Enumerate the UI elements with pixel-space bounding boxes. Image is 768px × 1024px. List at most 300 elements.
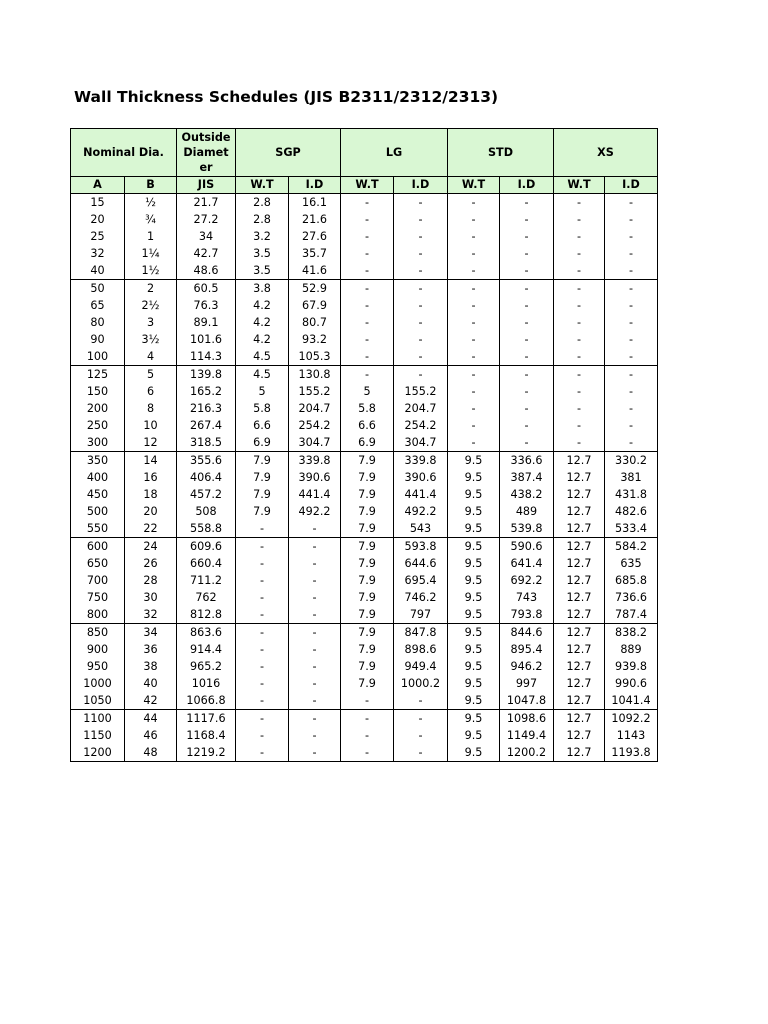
table-cell: 2.8 xyxy=(236,211,289,228)
table-cell: - xyxy=(605,297,658,314)
table-cell: - xyxy=(236,555,289,572)
table-cell: - xyxy=(554,262,605,280)
table-cell: 101.6 xyxy=(177,331,236,348)
table-cell: 34 xyxy=(125,624,177,642)
table-cell: 155.2 xyxy=(289,383,341,400)
table-cell: 6.6 xyxy=(341,417,394,434)
column-header: W.T xyxy=(341,177,394,194)
table-cell: 21.6 xyxy=(289,211,341,228)
table-cell: 743 xyxy=(500,589,554,606)
table-cell: 21.7 xyxy=(177,194,236,212)
table-row xyxy=(71,211,658,228)
table-cell: - xyxy=(394,194,448,212)
table-row xyxy=(71,538,658,556)
table-cell: 100 xyxy=(71,348,125,366)
table-cell: - xyxy=(500,400,554,417)
table-cell: 762 xyxy=(177,589,236,606)
table-cell: 914.4 xyxy=(177,641,236,658)
table-cell: 898.6 xyxy=(394,641,448,658)
table-cell: 9.5 xyxy=(448,675,500,692)
table-cell: 9.5 xyxy=(448,555,500,572)
table-cell: 1168.4 xyxy=(177,727,236,744)
table-cell: 9.5 xyxy=(448,486,500,503)
column-header: W.T xyxy=(448,177,500,194)
table-cell: 150 xyxy=(71,383,125,400)
table-cell: 9.5 xyxy=(448,538,500,556)
table-cell: 34 xyxy=(177,228,236,245)
table-cell: 1193.8 xyxy=(605,744,658,762)
table-cell: - xyxy=(448,228,500,245)
table-cell: 500 xyxy=(71,503,125,520)
table-cell: 254.2 xyxy=(394,417,448,434)
table-cell: 1066.8 xyxy=(177,692,236,710)
table-cell: 3.8 xyxy=(236,280,289,298)
table-cell: 267.4 xyxy=(177,417,236,434)
table-cell: - xyxy=(500,331,554,348)
table-cell: 9.5 xyxy=(448,744,500,762)
table-cell: 36 xyxy=(125,641,177,658)
table-cell: 9.5 xyxy=(448,624,500,642)
table-cell: 80 xyxy=(71,314,125,331)
table-cell: 250 xyxy=(71,417,125,434)
table-cell: 1047.8 xyxy=(500,692,554,710)
table-cell: 9.5 xyxy=(448,606,500,624)
table-cell: 895.4 xyxy=(500,641,554,658)
table-cell: - xyxy=(605,434,658,452)
table-cell: - xyxy=(236,538,289,556)
table-cell: - xyxy=(554,228,605,245)
table-cell: ½ xyxy=(125,194,177,212)
table-cell: - xyxy=(236,675,289,692)
table-cell: 7.9 xyxy=(341,606,394,624)
table-cell: 1098.6 xyxy=(500,710,554,728)
table-cell: 543 xyxy=(394,520,448,538)
table-cell: - xyxy=(341,194,394,212)
table-cell: 949.4 xyxy=(394,658,448,675)
table-cell: - xyxy=(289,624,341,642)
column-header: A xyxy=(71,177,125,194)
table-cell: - xyxy=(554,400,605,417)
table-cell: 48 xyxy=(125,744,177,762)
table-cell: 32 xyxy=(125,606,177,624)
table-cell: 3.2 xyxy=(236,228,289,245)
table-cell: 40 xyxy=(125,675,177,692)
table-row xyxy=(71,331,658,348)
table-cell: 650 xyxy=(71,555,125,572)
table-cell: 438.2 xyxy=(500,486,554,503)
table-cell: 125 xyxy=(71,366,125,384)
table-cell: 7.9 xyxy=(341,572,394,589)
table-cell: - xyxy=(236,727,289,744)
table-cell: - xyxy=(605,314,658,331)
column-header: B xyxy=(125,177,177,194)
table-cell: 12.7 xyxy=(554,675,605,692)
table-cell: 5.8 xyxy=(236,400,289,417)
table-cell: 685.8 xyxy=(605,572,658,589)
table-cell: 7.9 xyxy=(341,675,394,692)
table-row xyxy=(71,658,658,675)
table-cell: 20 xyxy=(125,503,177,520)
table-cell: 80.7 xyxy=(289,314,341,331)
table-cell: 40 xyxy=(71,262,125,280)
table-cell: - xyxy=(341,245,394,262)
table-cell: 7.9 xyxy=(341,555,394,572)
table-row xyxy=(71,400,658,417)
table-cell: 4.2 xyxy=(236,314,289,331)
table-cell: - xyxy=(236,624,289,642)
column-header: I.D xyxy=(289,177,341,194)
table-cell: 339.8 xyxy=(394,452,448,470)
table-body xyxy=(71,194,658,762)
table-cell: - xyxy=(605,194,658,212)
table-cell: 2½ xyxy=(125,297,177,314)
table-cell: - xyxy=(394,727,448,744)
table-row xyxy=(71,641,658,658)
table-cell: - xyxy=(394,211,448,228)
table-cell: 1219.2 xyxy=(177,744,236,762)
table-cell: - xyxy=(554,194,605,212)
table-row xyxy=(71,469,658,486)
table-cell: 12.7 xyxy=(554,589,605,606)
table-cell: 946.2 xyxy=(500,658,554,675)
table-row xyxy=(71,624,658,642)
table-cell: 12.7 xyxy=(554,572,605,589)
table-cell: - xyxy=(448,297,500,314)
table-cell: 844.6 xyxy=(500,624,554,642)
table-cell: 387.4 xyxy=(500,469,554,486)
table-cell: 12.7 xyxy=(554,469,605,486)
table-cell: 441.4 xyxy=(394,486,448,503)
table-cell: 1149.4 xyxy=(500,727,554,744)
table-cell: 863.6 xyxy=(177,624,236,642)
table-cell: 550 xyxy=(71,520,125,538)
table-cell: - xyxy=(448,211,500,228)
table-cell: - xyxy=(605,211,658,228)
table-cell: 700 xyxy=(71,572,125,589)
table-cell: 660.4 xyxy=(177,555,236,572)
table-row xyxy=(71,228,658,245)
table-cell: 4.5 xyxy=(236,366,289,384)
table-cell: - xyxy=(394,262,448,280)
table-cell: 44 xyxy=(125,710,177,728)
table-cell: 114.3 xyxy=(177,348,236,366)
table-cell: 12.7 xyxy=(554,555,605,572)
table-cell: 7.9 xyxy=(341,538,394,556)
table-cell: 76.3 xyxy=(177,297,236,314)
table-row xyxy=(71,710,658,728)
table-cell: - xyxy=(500,194,554,212)
table-cell: 22 xyxy=(125,520,177,538)
table-cell: 457.2 xyxy=(177,486,236,503)
table-cell: 10 xyxy=(125,417,177,434)
table-cell: - xyxy=(289,606,341,624)
table-cell: - xyxy=(500,366,554,384)
table-cell: 216.3 xyxy=(177,400,236,417)
table-cell: 7.9 xyxy=(236,452,289,470)
table-cell: - xyxy=(500,417,554,434)
table-cell: 7.9 xyxy=(236,503,289,520)
header-nominal-dia: Nominal Dia. xyxy=(71,129,177,177)
table-cell: 254.2 xyxy=(289,417,341,434)
table-cell: 90 xyxy=(71,331,125,348)
table-row xyxy=(71,297,658,314)
table-cell: - xyxy=(500,245,554,262)
table-cell: 1150 xyxy=(71,727,125,744)
table-cell: - xyxy=(289,658,341,675)
table-row xyxy=(71,245,658,262)
table-cell: 4 xyxy=(125,348,177,366)
table-cell: - xyxy=(289,692,341,710)
table-cell: 35.7 xyxy=(289,245,341,262)
table-cell: - xyxy=(448,434,500,452)
table-cell: - xyxy=(605,417,658,434)
table-cell: - xyxy=(448,366,500,384)
table-cell: 641.4 xyxy=(500,555,554,572)
table-cell: 9.5 xyxy=(448,589,500,606)
table-cell: - xyxy=(341,211,394,228)
table-cell: 5.8 xyxy=(341,400,394,417)
table-cell: 4.5 xyxy=(236,348,289,366)
table-cell: - xyxy=(341,297,394,314)
table-cell: 38 xyxy=(125,658,177,675)
table-cell: 50 xyxy=(71,280,125,298)
table-cell: - xyxy=(289,641,341,658)
table-cell: 5 xyxy=(341,383,394,400)
table-cell: 12.7 xyxy=(554,710,605,728)
table-cell: 339.8 xyxy=(289,452,341,470)
table-row xyxy=(71,675,658,692)
table-row xyxy=(71,452,658,470)
table-cell: - xyxy=(448,383,500,400)
table-cell: 7.9 xyxy=(341,589,394,606)
table-cell: 1117.6 xyxy=(177,710,236,728)
table-cell: 3.5 xyxy=(236,262,289,280)
table-cell: 12.7 xyxy=(554,606,605,624)
table-cell: 850 xyxy=(71,624,125,642)
table-cell: 9.5 xyxy=(448,469,500,486)
table-cell: 3½ xyxy=(125,331,177,348)
table-cell: - xyxy=(341,280,394,298)
table-cell: - xyxy=(289,555,341,572)
table-cell: - xyxy=(554,314,605,331)
table-cell: 838.2 xyxy=(605,624,658,642)
table-row xyxy=(71,555,658,572)
table-cell: - xyxy=(394,280,448,298)
table-cell: 787.4 xyxy=(605,606,658,624)
table-cell: - xyxy=(500,297,554,314)
table-cell: 200 xyxy=(71,400,125,417)
table-cell: - xyxy=(394,314,448,331)
table-cell: 12.7 xyxy=(554,641,605,658)
table-cell: - xyxy=(500,383,554,400)
table-cell: - xyxy=(605,262,658,280)
table-cell: - xyxy=(500,280,554,298)
table-row xyxy=(71,348,658,366)
table-cell: - xyxy=(341,262,394,280)
table-cell: 390.6 xyxy=(289,469,341,486)
table-cell: - xyxy=(289,727,341,744)
table-cell: - xyxy=(448,262,500,280)
table-cell: 7.9 xyxy=(341,624,394,642)
table-cell: 350 xyxy=(71,452,125,470)
table-cell: 7.9 xyxy=(236,486,289,503)
table-cell: 9.5 xyxy=(448,503,500,520)
table-cell: 5 xyxy=(236,383,289,400)
column-header: JIS xyxy=(177,177,236,194)
table-cell: 12.7 xyxy=(554,503,605,520)
table-cell: 793.8 xyxy=(500,606,554,624)
table-cell: 7.9 xyxy=(341,452,394,470)
table-cell: 558.8 xyxy=(177,520,236,538)
table-cell: - xyxy=(394,228,448,245)
table-cell: 736.6 xyxy=(605,589,658,606)
table-cell: - xyxy=(341,727,394,744)
table-cell: 406.4 xyxy=(177,469,236,486)
table-cell: - xyxy=(394,245,448,262)
table-cell: 165.2 xyxy=(177,383,236,400)
table-cell: 12.7 xyxy=(554,538,605,556)
table-row xyxy=(71,434,658,452)
table-cell: 390.6 xyxy=(394,469,448,486)
table-cell: - xyxy=(448,194,500,212)
table-cell: 12.7 xyxy=(554,727,605,744)
table-cell: 400 xyxy=(71,469,125,486)
table-cell: 9.5 xyxy=(448,572,500,589)
table-cell: 46 xyxy=(125,727,177,744)
table-cell: 1¼ xyxy=(125,245,177,262)
table-cell: - xyxy=(554,280,605,298)
table-cell: - xyxy=(341,366,394,384)
wall-thickness-table xyxy=(70,128,658,762)
table-cell: 590.6 xyxy=(500,538,554,556)
column-header: W.T xyxy=(554,177,605,194)
table-cell: 318.5 xyxy=(177,434,236,452)
table-cell: - xyxy=(554,331,605,348)
table-cell: - xyxy=(341,710,394,728)
table-cell: 12.7 xyxy=(554,486,605,503)
table-cell: - xyxy=(605,348,658,366)
table-cell: 2 xyxy=(125,280,177,298)
table-cell: 508 xyxy=(177,503,236,520)
table-cell: 93.2 xyxy=(289,331,341,348)
table-cell: 27.6 xyxy=(289,228,341,245)
table-cell: ¾ xyxy=(125,211,177,228)
table-cell: 155.2 xyxy=(394,383,448,400)
table-cell: 105.3 xyxy=(289,348,341,366)
table-cell: 7.9 xyxy=(341,658,394,675)
table-cell: 692.2 xyxy=(500,572,554,589)
table-cell: 1 xyxy=(125,228,177,245)
table-cell: - xyxy=(605,366,658,384)
table-row xyxy=(71,692,658,710)
table-cell: - xyxy=(500,211,554,228)
table-cell: 14 xyxy=(125,452,177,470)
table-cell: 336.6 xyxy=(500,452,554,470)
table-cell: 1200.2 xyxy=(500,744,554,762)
table-row xyxy=(71,194,658,212)
table-cell: 750 xyxy=(71,589,125,606)
table-cell: - xyxy=(236,641,289,658)
table-cell: 1041.4 xyxy=(605,692,658,710)
table-cell: - xyxy=(448,245,500,262)
table-cell: 304.7 xyxy=(289,434,341,452)
table-cell: 7.9 xyxy=(341,486,394,503)
table-cell: - xyxy=(500,314,554,331)
table-cell: 8 xyxy=(125,400,177,417)
table-cell: - xyxy=(289,520,341,538)
table-cell: 304.7 xyxy=(394,434,448,452)
table-row xyxy=(71,417,658,434)
table-cell: 533.4 xyxy=(605,520,658,538)
table-cell: 492.2 xyxy=(394,503,448,520)
table-cell: - xyxy=(554,417,605,434)
table-row xyxy=(71,572,658,589)
table-row xyxy=(71,486,658,503)
table-cell: 900 xyxy=(71,641,125,658)
table-cell: 12.7 xyxy=(554,658,605,675)
header-outside-diameter: Outside Diamet er xyxy=(177,129,236,177)
table-cell: 7.9 xyxy=(341,503,394,520)
table-cell: 52.9 xyxy=(289,280,341,298)
table-cell: - xyxy=(448,280,500,298)
table-cell: - xyxy=(236,589,289,606)
table-cell: 7.9 xyxy=(341,641,394,658)
header-sgp: SGP xyxy=(236,129,341,177)
table-cell: 6.9 xyxy=(341,434,394,452)
table-row xyxy=(71,366,658,384)
table-cell: - xyxy=(605,228,658,245)
table-cell: - xyxy=(289,572,341,589)
table-cell: 1016 xyxy=(177,675,236,692)
table-cell: - xyxy=(289,675,341,692)
table-cell: - xyxy=(394,331,448,348)
table-cell: 6 xyxy=(125,383,177,400)
table-cell: 889 xyxy=(605,641,658,658)
table-cell: 6.9 xyxy=(236,434,289,452)
table-cell: 130.8 xyxy=(289,366,341,384)
table-cell: 30 xyxy=(125,589,177,606)
table-cell: - xyxy=(236,744,289,762)
column-header: I.D xyxy=(500,177,554,194)
table-cell: - xyxy=(394,692,448,710)
table-cell: - xyxy=(605,331,658,348)
table-row xyxy=(71,280,658,298)
column-header: I.D xyxy=(605,177,658,194)
table-cell: 2.8 xyxy=(236,194,289,212)
table-cell: - xyxy=(341,331,394,348)
table-cell: 7.9 xyxy=(341,469,394,486)
table-cell: 26 xyxy=(125,555,177,572)
table-row xyxy=(71,589,658,606)
table-row xyxy=(71,503,658,520)
table-row xyxy=(71,262,658,280)
table-cell: 65 xyxy=(71,297,125,314)
table-cell: 965.2 xyxy=(177,658,236,675)
table-cell: 847.8 xyxy=(394,624,448,642)
table-cell: - xyxy=(605,400,658,417)
table-cell: 24 xyxy=(125,538,177,556)
table-cell: 539.8 xyxy=(500,520,554,538)
table-cell: 32 xyxy=(71,245,125,262)
table-cell: 4.2 xyxy=(236,331,289,348)
table-row xyxy=(71,744,658,762)
table-cell: 431.8 xyxy=(605,486,658,503)
table-cell: 492.2 xyxy=(289,503,341,520)
table-cell: 1200 xyxy=(71,744,125,762)
table-cell: - xyxy=(500,434,554,452)
table-cell: 42.7 xyxy=(177,245,236,262)
table-cell: 695.4 xyxy=(394,572,448,589)
